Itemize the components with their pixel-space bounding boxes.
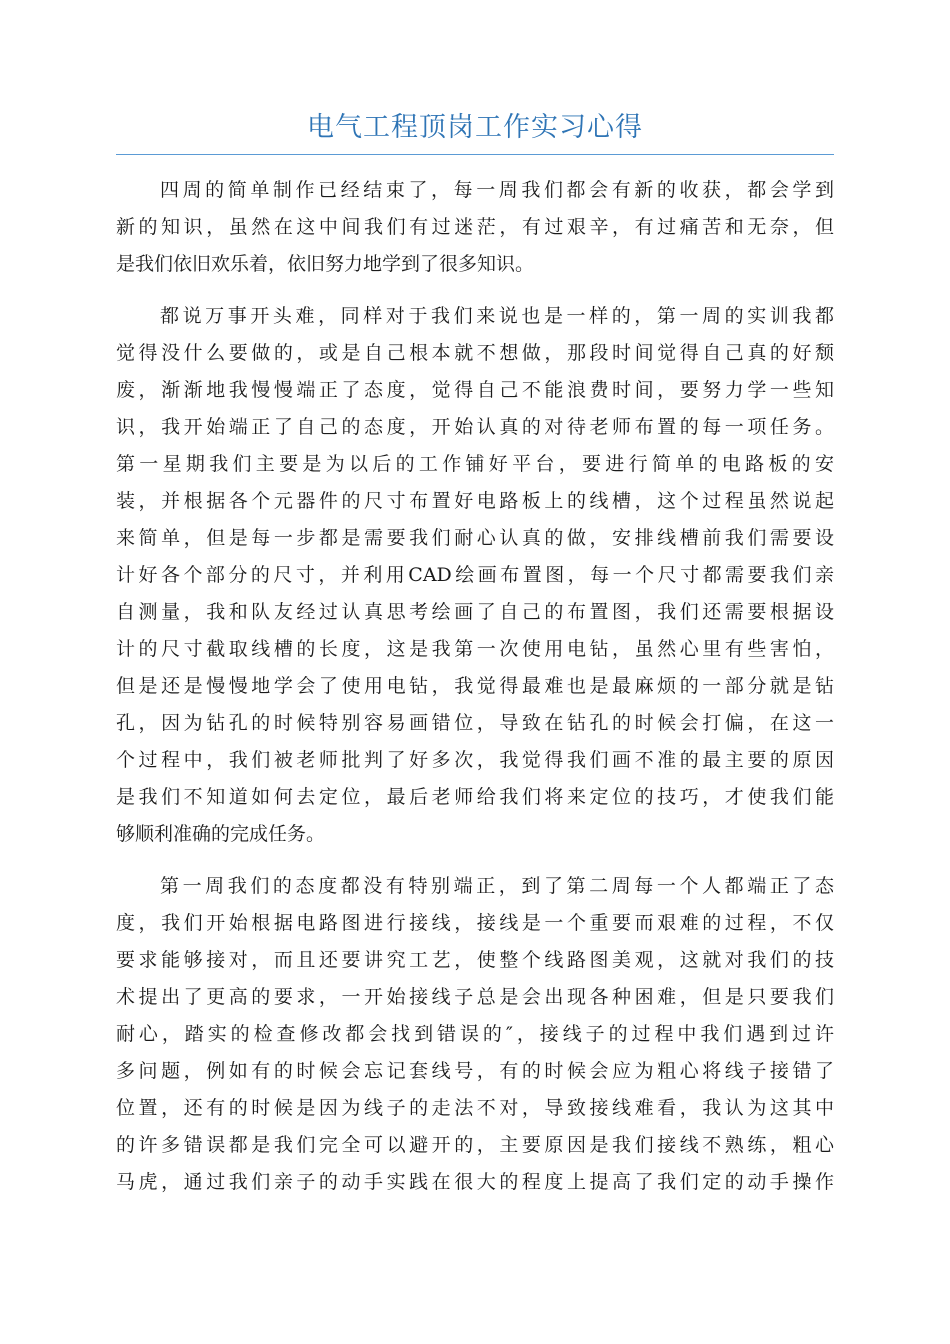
text-line: 都说万事开头难，同样对于我们来说也是一样的，第一周的实训我都 (160, 305, 834, 327)
paragraph-1 (116, 172, 834, 283)
text-line: 孔，因为钻孔的时候特别容易画错位，导致在钻孔的时候会打偏，在这一 (116, 712, 834, 734)
paragraph-2 (116, 298, 834, 853)
text-line: 自测量，我和队友经过认真思考绘画了自己的布置图，我们还需要根据设 (116, 601, 834, 623)
text-line: 够顺利准确的完成任务。 (116, 823, 326, 845)
text-line: 耐心，踏实的检查修改都会找到错误的″，接线子的过程中我们遇到过许 (116, 1023, 834, 1045)
text-line: 度，我们开始根据电路图进行接线，接线是一个重要而艰难的过程，不仅 (116, 912, 834, 934)
document-title: 电气工程顶岗工作实习心得 (307, 112, 643, 143)
text-line: 但是还是慢慢地学会了使用电钻，我觉得最难也是最麻烦的一部分就是钻 (116, 675, 834, 697)
text-line: 四周的简单制作已经结束了，每一周我们都会有新的收获，都会学到 (160, 179, 834, 201)
text-line: 装，并根据各个元器件的尺寸布置好电路板上的线槽，这个过程虽然说起 (116, 490, 834, 512)
text-line: 的许多错误都是我们完全可以避开的，主要原因是我们接线不熟练，粗心 (116, 1134, 834, 1156)
text-line: 计好各个部分的尺寸，并利用CAD绘画布置图，每一个尺寸都需要我们亲 (116, 564, 834, 586)
paragraph-3 (116, 868, 834, 1201)
text-line: 觉得没什么要做的，或是自己根本就不想做，那段时间觉得自己真的好颓 (116, 342, 834, 364)
text-line: 术提出了更高的要求，一开始接线子总是会出现各种困难，但是只要我们 (116, 986, 834, 1008)
text-line: 第一星期我们主要是为以后的工作铺好平台，要进行简单的电路板的安 (116, 453, 834, 475)
text-line: 废，渐渐地我慢慢端正了态度，觉得自己不能浪费时间，要努力学一些知 (116, 379, 834, 401)
text-line: 计的尺寸截取线槽的长度，这是我第一次使用电钻，虽然心里有些害怕， (116, 638, 834, 660)
text-line: 新的知识，虽然在这中间我们有过迷茫，有过艰辛，有过痛苦和无奈，但 (116, 216, 834, 238)
text-line: 是我们不知道如何去定位，最后老师给我们将来定位的技巧，才使我们能 (116, 786, 834, 808)
title-underline (116, 154, 834, 155)
document-body (116, 172, 834, 1216)
text-line: 马虎，通过我们亲子的动手实践在很大的程度上提高了我们定的动手操作 (116, 1171, 834, 1193)
text-line: 位置，还有的时候是因为线子的走法不对，导致接线难看，我认为这其中 (116, 1097, 834, 1119)
text-line: 是我们依旧欢乐着，依旧努力地学到了很多知识。 (116, 253, 535, 275)
text-line: 要求能够接对，而且还要讲究工艺，使整个线路图美观，这就对我们的技 (116, 949, 834, 971)
text-line: 个过程中，我们被老师批判了好多次，我觉得我们画不准的最主要的原因 (116, 749, 834, 771)
text-line: 第一周我们的态度都没有特别端正，到了第二周每一个人都端正了态 (160, 875, 834, 897)
text-line: 多问题，例如有的时候会忘记套线号，有的时候会应为粗心将线子接错了 (116, 1060, 834, 1082)
text-line: 来简单，但是每一步都是需要我们耐心认真的做，安排线槽前我们需要设 (116, 527, 834, 549)
text-line: 识，我开始端正了自己的态度，开始认真的对待老师布置的每一项任务。 (116, 416, 834, 438)
